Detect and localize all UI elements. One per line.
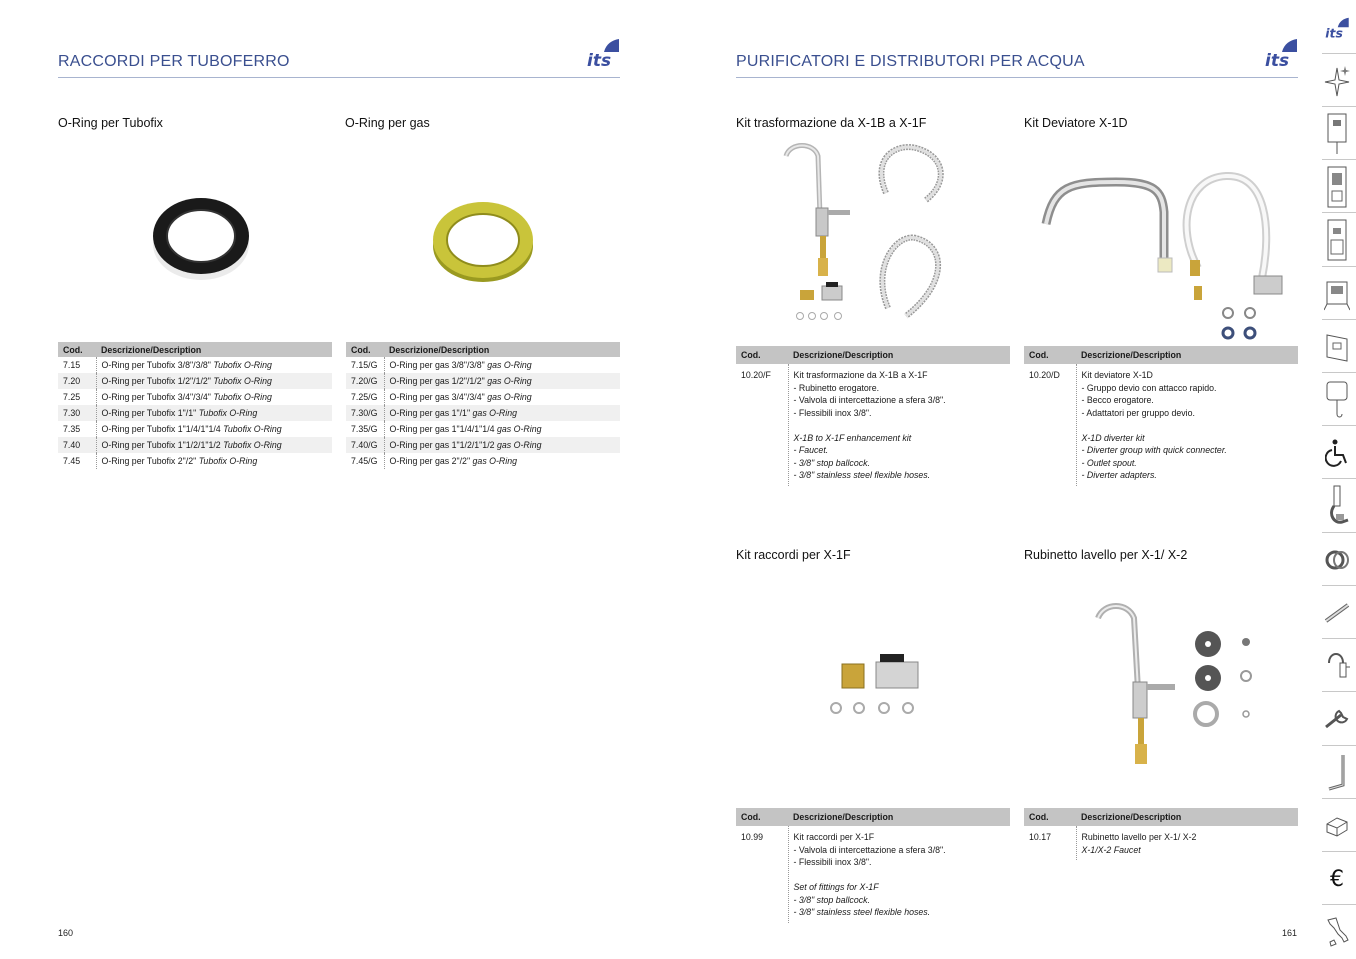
- row-description: O-Ring per gas 3/8"/3/8" gas O-Ring: [389, 360, 532, 370]
- left-header-rule: [58, 77, 620, 78]
- table-row: [346, 357, 620, 373]
- table-header-row: [736, 346, 1010, 364]
- sidebar-item-frame-tall[interactable]: [1318, 214, 1356, 266]
- col-header-code: Cod.: [58, 342, 96, 357]
- row-description: O-Ring per gas 1"/1" gas O-Ring: [384, 405, 620, 421]
- row-code: 10.99: [736, 826, 788, 923]
- table-header-row: [1024, 808, 1298, 826]
- row-code: 7.40/G: [346, 437, 384, 453]
- svg-text:its: its: [1265, 51, 1290, 68]
- row-code: 7.30: [58, 405, 96, 421]
- trap-icon: [1324, 484, 1350, 528]
- accessible-icon: [1325, 439, 1349, 467]
- page-number-right: 161: [1282, 928, 1298, 938]
- sink-faucet-image: [1088, 600, 1258, 768]
- fittings-kit-image: [826, 650, 922, 722]
- table-row: [1024, 826, 1298, 860]
- table-row: [346, 373, 620, 389]
- sidebar-item-trap[interactable]: [1318, 480, 1356, 532]
- col-header-code: Cod.: [736, 346, 788, 364]
- svg-text:its: its: [587, 51, 612, 68]
- table-header-row: [1024, 346, 1298, 364]
- yellow-oring-image: [428, 194, 538, 286]
- sidebar-item-wrench[interactable]: [1318, 693, 1356, 745]
- sidebar-item-logo[interactable]: [1318, 2, 1356, 54]
- drain-pipe-icon: [1325, 753, 1349, 793]
- row-code: 7.35: [58, 421, 96, 437]
- svg-text:its: its: [1325, 25, 1343, 39]
- row-description: O-Ring per Tubofix 1"1/2/1"1/2 Tubofix O-Ring: [96, 437, 332, 453]
- section-title-oring-gas: O-Ring per gas: [345, 116, 430, 130]
- row-description: Rubinetto lavello per X-1/ X-2 X-1/X-2 Faucet: [1081, 832, 1197, 855]
- sidebar-item-pipe[interactable]: [1318, 587, 1356, 639]
- section-title-kit-trasformazione: Kit trasformazione da X-1B a X-1F: [736, 116, 927, 130]
- right-page-header-title: PURIFICATORI E DISTRIBUTORI PER ACQUA: [736, 53, 1085, 70]
- col-header-code: Cod.: [346, 342, 384, 357]
- sidebar-item-wc-frame[interactable]: [1318, 161, 1356, 213]
- wrench-icon: [1323, 707, 1351, 731]
- table-row: [1024, 364, 1298, 486]
- tubofix-table: [58, 342, 332, 469]
- italy-map-icon: [1324, 916, 1350, 948]
- row-code: 7.45: [58, 453, 96, 469]
- sidebar-item-italy[interactable]: [1318, 906, 1356, 958]
- col-header-code: Cod.: [736, 808, 788, 826]
- sidebar-item-valve[interactable]: [1318, 534, 1356, 586]
- cistern-icon: [1324, 378, 1350, 422]
- gas-table: [346, 342, 620, 469]
- row-code: 7.25: [58, 389, 96, 405]
- row-description: O-Ring per Tubofix 3/4"/3/4" Tubofix O-Ring: [101, 392, 272, 402]
- category-sidebar: [1318, 0, 1356, 959]
- section-title-oring-tubofix: O-Ring per Tubofix: [58, 116, 163, 130]
- row-code: 7.15: [58, 357, 96, 373]
- col-header-description: Descrizione/Description: [788, 808, 1010, 826]
- left-page-header-title: RACCORDI PER TUBOFERRO: [58, 53, 290, 70]
- table-row: [58, 373, 332, 389]
- row-code: 7.45/G: [346, 453, 384, 469]
- right-header-rule: [736, 77, 1298, 78]
- row-description: Kit deviatore X-1D - Gruppo devio con attacco rapido. - Becco erogatore. - Adattatori per gruppo devio. X-1D diverter kit - Diverter group with quick connecter. - Outlet spout. - Diverter adapters.: [1081, 370, 1227, 480]
- box-icon: [1323, 814, 1351, 838]
- sidebar-item-box[interactable]: [1318, 800, 1356, 852]
- sidebar-item-drain-pipe[interactable]: [1318, 747, 1356, 799]
- table-row: [58, 357, 332, 373]
- row-description: O-Ring per Tubofix 3/8"/3/8" Tubofix O-Ring: [101, 360, 272, 370]
- row-code: 7.35/G: [346, 421, 384, 437]
- row-description: O-Ring per Tubofix 2"/2" Tubofix O-Ring: [101, 456, 258, 466]
- table-row: [346, 389, 620, 405]
- flush-plate-icon: [1325, 112, 1349, 156]
- panel-icon: [1324, 331, 1350, 363]
- wc-frame-icon: [1325, 165, 1349, 209]
- sidebar-item-bidet-frame[interactable]: [1318, 268, 1356, 320]
- section-title-kit-deviatore: Kit Deviatore X-1D: [1024, 116, 1128, 130]
- sidebar-item-cistern[interactable]: [1318, 374, 1356, 426]
- sidebar-item-price-list[interactable]: [1318, 853, 1356, 905]
- row-description: Kit raccordi per X-1F - Valvola di intercettazione a sfera 3/8". - Flessibili inox 3/8". Set of fittings for X-1F - 3/8" stop ballcock. - 3/8" stainless steel flexible hoses.: [793, 832, 946, 917]
- sidebar-item-panel[interactable]: [1318, 321, 1356, 373]
- table-row: [58, 453, 332, 469]
- row-description: Kit trasformazione da X-1B a X-1F - Rubinetto erogatore. - Valvola di intercettazione a sfera 3/8". - Flessibili inox 3/8". X-1B to X-1F enhancement kit - Faucet. - 3/8" stop ballcock. - 3/8" stainless steel flexible hoses.: [793, 370, 946, 480]
- faucet-icon: [1323, 649, 1351, 683]
- col-header-description: Descrizione/Description: [384, 342, 620, 357]
- sidebar-item-accessible[interactable]: [1318, 427, 1356, 479]
- row-description: O-Ring per Tubofix 1"1/4/1"1/4 Tubofix O-Ring: [101, 424, 282, 434]
- sidebar-item-sparkle[interactable]: [1318, 55, 1356, 107]
- logo-icon: [586, 38, 620, 68]
- row-description: O-Ring per gas 1/2"/1/2" gas O-Ring: [384, 373, 620, 389]
- row-code: 7.15/G: [346, 357, 384, 373]
- row-code: 7.20: [58, 373, 96, 389]
- table-row: [58, 421, 332, 437]
- row-code: 7.40: [58, 437, 96, 453]
- table-header-row: [58, 342, 332, 357]
- col-header-description: Descrizione/Description: [96, 342, 332, 357]
- kit-fittings-table: [736, 808, 1010, 923]
- row-description: O-Ring per Tubofix 1/2"/1/2" Tubofix O-Ring: [96, 373, 332, 389]
- table-row: [58, 389, 332, 405]
- row-description: O-Ring per gas 3/4"/3/4" gas O-Ring: [389, 392, 532, 402]
- section-title-kit-raccordi: Kit raccordi per X-1F: [736, 548, 851, 562]
- row-code: 7.25/G: [346, 389, 384, 405]
- logo-icon: [1264, 38, 1298, 68]
- sparkle-icon: [1323, 64, 1351, 98]
- table-row: [346, 453, 620, 469]
- row-code: 7.30/G: [346, 405, 384, 421]
- black-oring-image: [148, 192, 254, 284]
- kit-transformation-table: [736, 346, 1010, 486]
- frame-tall-icon: [1325, 218, 1349, 262]
- row-description: O-Ring per gas 2"/2" gas O-Ring: [389, 456, 518, 466]
- sidebar-item-flush-plate[interactable]: [1318, 108, 1356, 160]
- table-row: [736, 364, 1010, 486]
- row-description: O-Ring per gas 1"1/4/1"1/4 gas O-Ring: [389, 424, 542, 434]
- col-header-description: Descrizione/Description: [788, 346, 1010, 364]
- bidet-frame-icon: [1324, 276, 1350, 312]
- diverter-kit-image: [1036, 168, 1286, 340]
- pipe-icon: [1323, 601, 1351, 625]
- row-code: 10.20/D: [1024, 364, 1076, 486]
- table-header-row: [346, 342, 620, 357]
- sink-faucet-table: [1024, 808, 1298, 860]
- valve-icon: [1323, 548, 1351, 572]
- kit-diverter-table: [1024, 346, 1298, 486]
- row-code: 10.17: [1024, 826, 1076, 860]
- sidebar-item-faucet[interactable]: [1318, 640, 1356, 692]
- table-header-row: [736, 808, 1010, 826]
- table-row: [736, 826, 1010, 923]
- euro-icon: €: [1330, 866, 1344, 892]
- col-header-code: Cod.: [1024, 346, 1076, 364]
- row-code: 10.20/F: [736, 364, 788, 486]
- col-header-code: Cod.: [1024, 808, 1076, 826]
- section-title-rubinetto-lavello: Rubinetto lavello per X-1/ X-2: [1024, 548, 1188, 562]
- row-description: O-Ring per Tubofix 1"/1" Tubofix O-Ring: [96, 405, 332, 421]
- col-header-description: Descrizione/Description: [1076, 346, 1298, 364]
- row-description: O-Ring per gas 1"1/2/1"1/2 gas O-Ring: [384, 437, 620, 453]
- table-row: [346, 437, 620, 453]
- page-number-left: 160: [58, 928, 74, 938]
- transformation-kit-image: [776, 138, 956, 328]
- table-row: [346, 405, 620, 421]
- table-row: [346, 421, 620, 437]
- table-row: [58, 405, 332, 421]
- col-header-description: Descrizione/Description: [1076, 808, 1298, 826]
- row-code: 7.20/G: [346, 373, 384, 389]
- logo-icon: [1324, 17, 1350, 39]
- table-row: [58, 437, 332, 453]
